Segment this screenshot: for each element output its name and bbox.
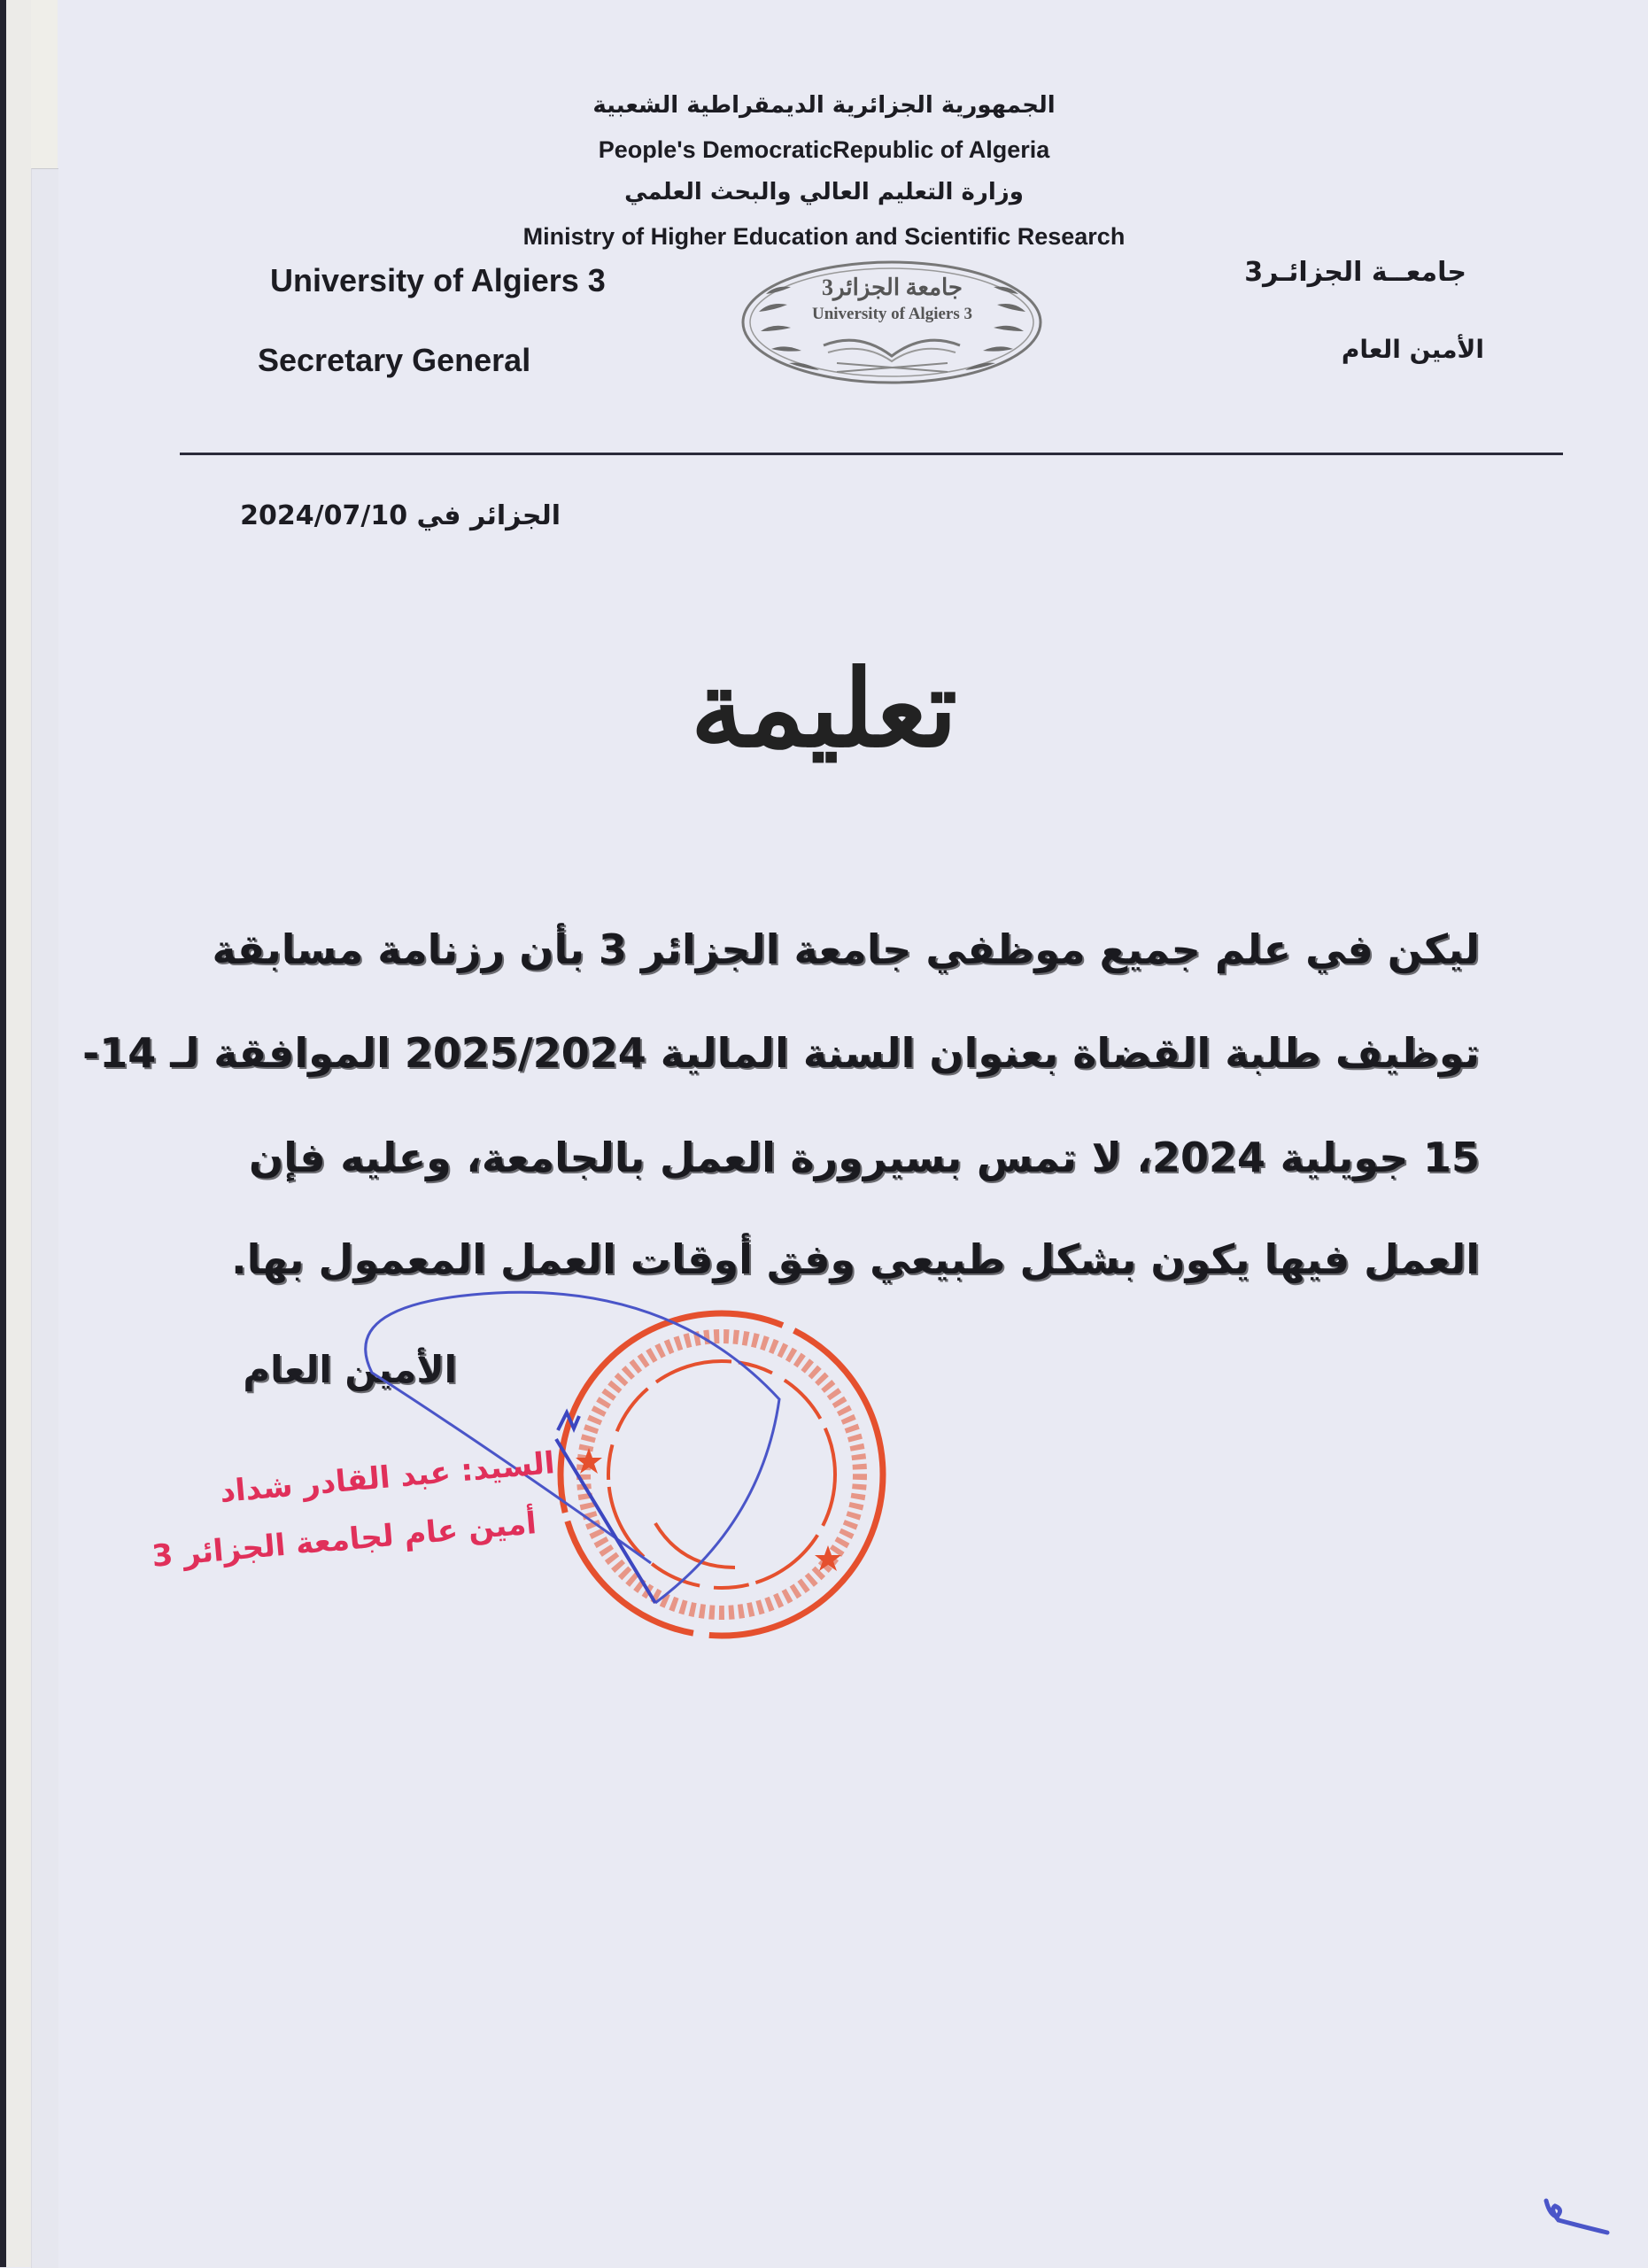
university-name-en: University of Algiers 3 [270,262,606,298]
emblem-text-en: University of Algiers 3 [811,305,972,323]
paper-edge [31,168,58,2268]
secretary-general-en: Secretary General [258,342,531,378]
secretary-general-ar: الأمين العام [1341,335,1484,364]
republic-ar: الجمهورية الجزائرية الديمقراطية الشعبية [592,92,1056,119]
signature-loop [366,1292,779,1603]
signatory-title: الأمين العام [243,1348,457,1391]
header-divider [180,453,1563,455]
signature-stroke [556,1413,655,1603]
body-line-3: 15 جويلية 2024، لا تمس بسيرورة العمل بالجامعة، وعليه فإن [249,1134,1480,1181]
body-line-2: توظيف طلبة القضاة بعنوان السنة المالية 2025/2024 الموافقة لـ 14- [82,1029,1480,1077]
republic-en: People's DemocraticRepublic of Algeria [598,136,1050,163]
document-date: الجزائر في 2024/07/10 [240,500,561,531]
round-seal-icon [561,1313,883,1636]
body-line-4: العمل فيها يكون بشكل طبيعي وفق أوقات العمل المعمول بها. [231,1235,1480,1283]
initials-mark [1546,2201,1607,2233]
university-name-ar: جامعــة الجزائـر3 [1244,257,1466,288]
document-title: تعليمة [691,646,957,771]
scan-edge-dark [0,0,6,2267]
ministry-ar: وزارة التعليم العالي والبحث العلمي [624,179,1024,205]
emblem-text-ar: جامعة الجزائر3 [822,275,963,300]
university-emblem [739,259,1045,391]
seal-star-icon [576,1448,841,1571]
stamp-signatory-role: أمين عام لجامعة الجزائر 3 [151,1506,538,1575]
stamp-signatory-name: السيد: عبد القادر شداد [218,1445,556,1510]
body-line-1: ليكن في علم جميع موظفي جامعة الجزائر 3 بأن رزنامة مسابقة [212,925,1480,973]
ministry-en: Ministry of Higher Education and Scientific Research [522,223,1126,250]
